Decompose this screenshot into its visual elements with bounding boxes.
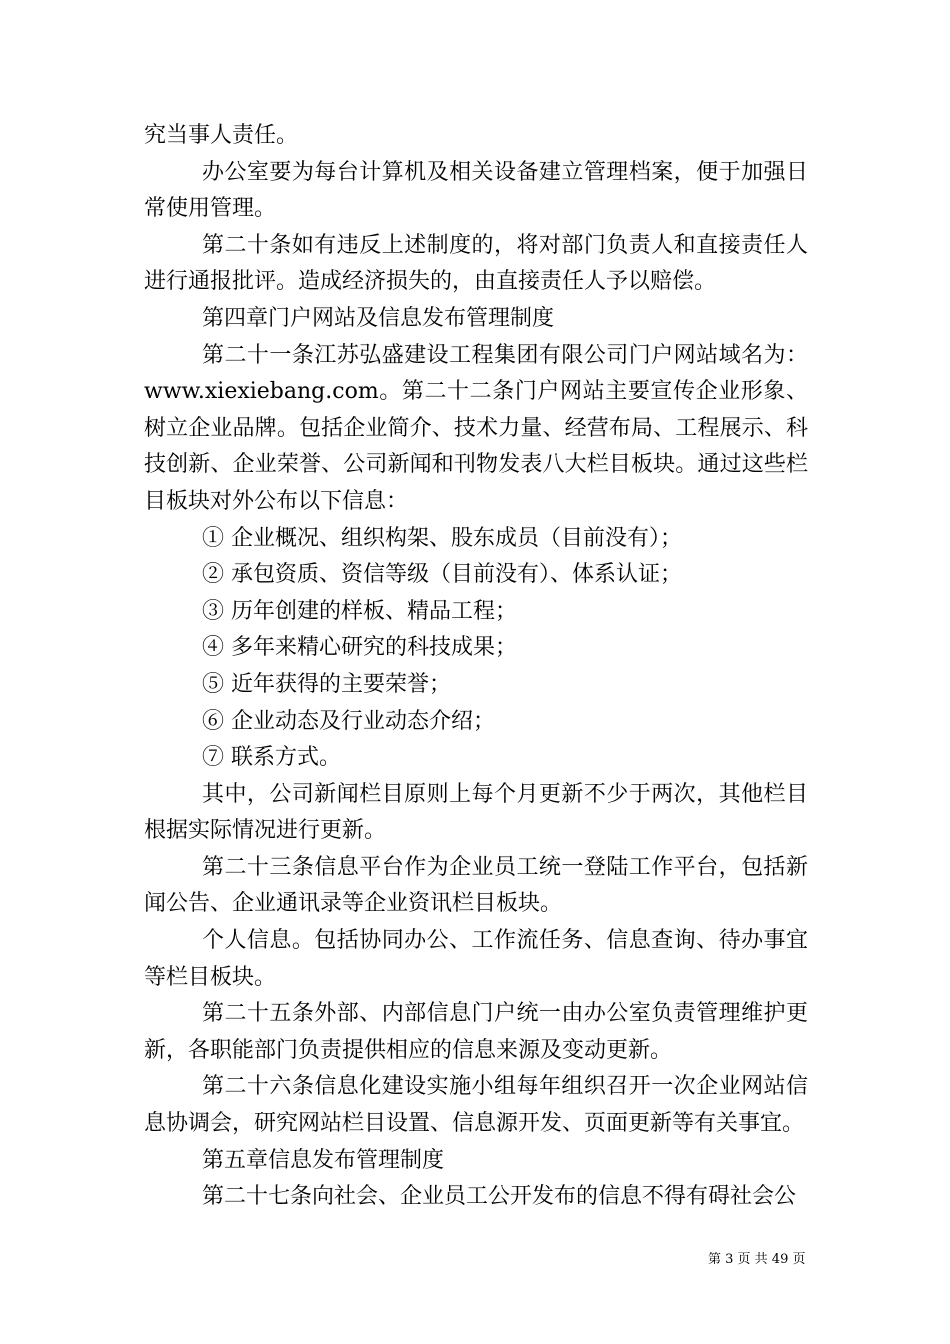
paragraph: 第二十七条向社会、企业员工公开发布的信息不得有碍社会公 <box>202 1184 797 1210</box>
list-item: ② 承包资质、资信等级（目前没有）、体系认证； <box>202 562 682 588</box>
document-body <box>144 118 808 1216</box>
paragraph: 第二十六条信息化建设实施小组每年组织召开一次企业网站信息协调会，研究网站栏目设置、信息源开发、页面更新等有关事宜。 <box>144 1074 808 1137</box>
paragraph: 第二十三条信息平台作为企业员工统一登陆工作平台，包括新闻公告、企业通讯录等企业资讯栏目板块。 <box>144 854 808 917</box>
list-item: ⑦ 联系方式。 <box>202 745 341 771</box>
paragraph: 第二十五条外部、内部信息门户统一由办公室负责管理维护更新，各职能部门负责提供相应的信息来源及变动更新。 <box>144 1001 808 1063</box>
chapter-heading: 第五章信息发布管理制度 <box>202 1147 445 1173</box>
paragraph: 办公室要为每台计算机及相关设备建立管理档案，便于加强日常使用管理。 <box>144 159 808 222</box>
list-item: ① 企业概况、组织构架、股东成员（目前没有）； <box>202 525 682 551</box>
list-item: ⑥ 企业动态及行业动态介绍； <box>202 708 495 734</box>
list-item: ⑤ 近年获得的主要荣誉； <box>202 671 451 697</box>
list-item: ④ 多年来精心研究的科技成果； <box>202 635 517 661</box>
paragraph: 第二十一条江苏弘盛建设工程集团有限公司门户网站域名为：www.xiexiebang.com。第二十二条门户网站主要宣传企业形象、树立企业品牌。包括企业简介、技术力量、经营布局、工程展示、科技创新、企业荣誉、公司新闻和刊物发表八大栏目板块。通过这些栏目板块对外公布以下信息： <box>144 342 808 514</box>
list-item: ③ 历年创建的样板、精品工程； <box>202 598 517 624</box>
page-number-footer: 第 3 页 共 49 页 <box>708 1252 806 1267</box>
paragraph: 究当事人责任。 <box>144 123 299 148</box>
paragraph: 个人信息。包括协同办公、工作流任务、信息查询、待办事宜等栏目板块。 <box>144 928 808 990</box>
chapter-heading: 第四章门户网站及信息发布管理制度 <box>202 305 555 331</box>
paragraph: 第二十条如有违反上述制度的，将对部门负责人和直接责任人进行通报批评。造成经济损失的，由直接责任人予以赔偿。 <box>144 232 808 295</box>
paragraph: 其中，公司新闻栏目原则上每个月更新不少于两次，其他栏目根据实际情况进行更新。 <box>144 781 808 844</box>
